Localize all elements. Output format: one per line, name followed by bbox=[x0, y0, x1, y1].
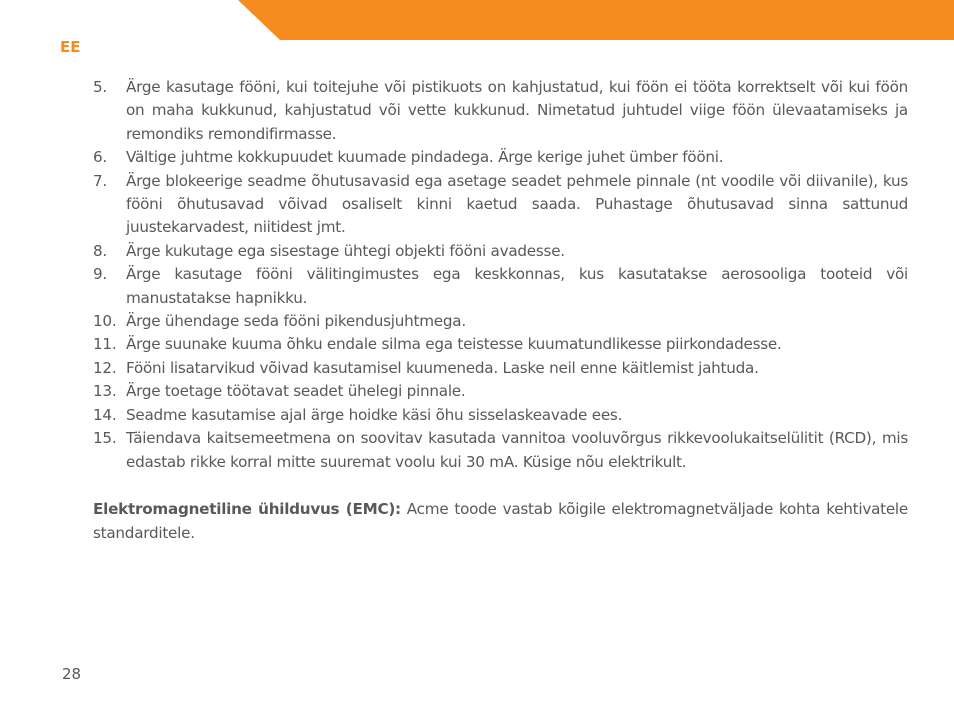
item-number: 10. bbox=[93, 312, 117, 331]
emc-paragraph bbox=[93, 497, 908, 545]
list-item bbox=[93, 146, 908, 169]
list-item bbox=[93, 76, 908, 146]
item-number: 9. bbox=[93, 265, 107, 284]
item-text: Fööni lisatarvikud võivad kasutamisel kuumeneda. Laske neil enne käitlemist jahtuda. bbox=[126, 358, 759, 377]
item-number: 7. bbox=[93, 171, 107, 190]
language-code: EE bbox=[60, 38, 81, 56]
emc-text: Acme toode vastab kõigile elektromagnetväljade kohta kehtivatele standarditele. bbox=[93, 500, 908, 542]
list-item bbox=[93, 240, 908, 263]
item-number: 8. bbox=[93, 241, 107, 260]
item-text: Täiendava kaitsemeetmena on soovitav kasutada vannitoa vooluvõrgus rikkevoolukaitselülitit (RCD), mis edastab rikke korral mitte suuremat voolu kui 30 mA. Küsige nõu elektrikult. bbox=[126, 429, 908, 471]
item-text: Ärge suunake kuuma õhku endale silma ega teistesse kuumatundlikesse piirkondadesse. bbox=[126, 335, 782, 354]
list-item bbox=[93, 263, 908, 310]
item-text: Vältige juhtme kokkupuudet kuumade pindadega. Ärge kerige juhet ümber fööni. bbox=[126, 148, 724, 167]
list-item bbox=[93, 170, 908, 240]
list-item bbox=[93, 310, 908, 333]
page-number: 28 bbox=[62, 665, 82, 683]
item-number: 14. bbox=[93, 405, 117, 424]
item-number: 15. bbox=[93, 429, 117, 448]
item-text: Ärge kasutage fööni, kui toitejuhe või pistikuots on kahjustatud, kui föön ei tööta korrektselt või kui föön on maha kukkunud, kahjustatud või vette kukkunud. Nimetatud juhtudel viige föön ülevaatamiseks ja remondiks remondifirmasse. bbox=[126, 78, 908, 143]
list-item bbox=[93, 404, 908, 427]
orange-header-band bbox=[0, 0, 954, 40]
item-text: Ärge kasutage fööni välitingimustes ega keskkonnas, kus kasutatakse aerosooliga tooteid või manustatakse hapnikku. bbox=[126, 265, 908, 307]
item-number: 5. bbox=[93, 78, 107, 96]
list-item bbox=[93, 427, 908, 474]
item-number: 6. bbox=[93, 148, 107, 167]
item-number: 12. bbox=[93, 358, 117, 377]
item-text: Seadme kasutamise ajal ärge hoidke käsi õhu sisselaskeavade ees. bbox=[126, 405, 623, 424]
header-band-shape bbox=[238, 0, 954, 40]
list-item bbox=[93, 380, 908, 403]
item-text: Ärge toetage töötavat seadet ühelegi pinnale. bbox=[126, 382, 466, 401]
list-item bbox=[93, 333, 908, 356]
item-text: Ärge blokeerige seadme õhutusavasid ega asetage seadet pehmele pinnale (nt voodile või diivanile), kus fööni õhutusavad võivad osaliselt kinni kaetud saada. Puhastage õhutusavad sinna sattunud juustekarvadest, niitidest jmt. bbox=[126, 171, 908, 237]
item-number: 11. bbox=[93, 335, 117, 354]
item-number: 13. bbox=[93, 382, 117, 401]
item-text: Ärge ühendage seda fööni pikendusjuhtmega. bbox=[126, 312, 466, 331]
safety-instructions-list bbox=[93, 76, 908, 474]
item-text: Ärge kukutage ega sisestage ühtegi objekti fööni avadesse. bbox=[126, 241, 565, 260]
list-item bbox=[93, 357, 908, 380]
emc-label: Elektromagnetiline ühilduvus (EMC): bbox=[93, 500, 401, 518]
